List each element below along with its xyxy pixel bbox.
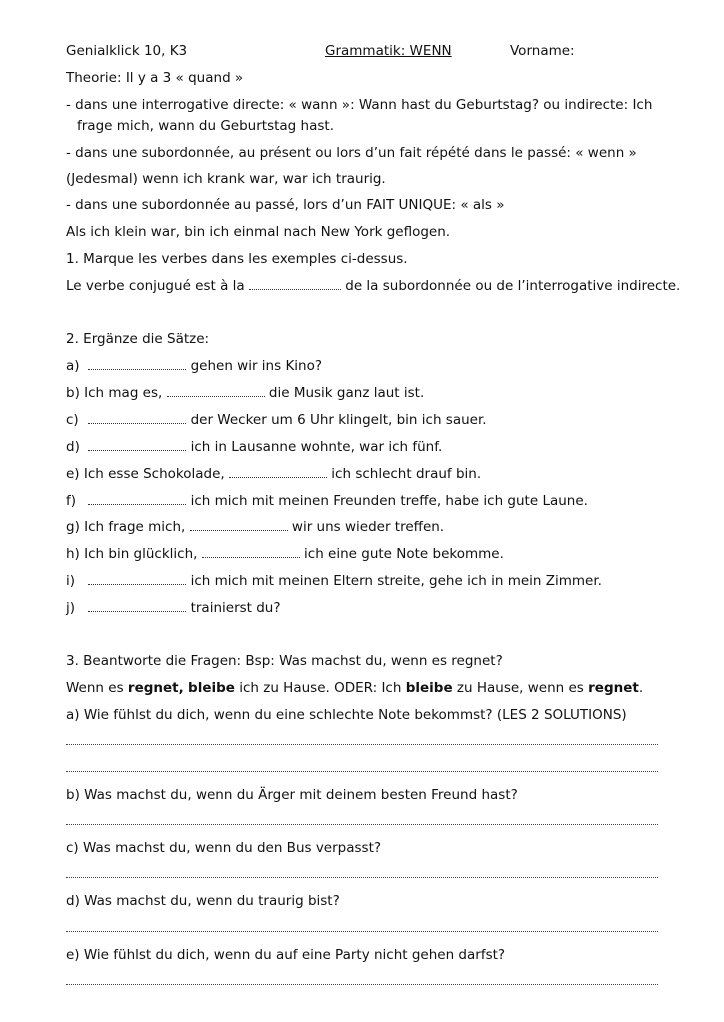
- answer-line[interactable]: [66, 931, 658, 932]
- fill-blank[interactable]: [88, 411, 186, 424]
- item-text: Ich bin glücklich,: [84, 546, 198, 562]
- item-label: e): [66, 466, 80, 482]
- exercise-1-sentence: [66, 277, 680, 295]
- theory-text-2: - dans une subordonnée, au présent ou lors d’un fait répété dans le passé: « wenn »: [66, 145, 637, 161]
- item-label: b): [66, 385, 80, 401]
- exercise-3-example: [66, 679, 643, 697]
- question-c: c) Was machst du, wenn du den Bus verpasst?: [66, 840, 382, 856]
- fill-blank[interactable]: [167, 384, 265, 397]
- item-label: g): [66, 519, 80, 535]
- theory-example-1: (Jedesmal) wenn ich krank war, war ich traurig.: [66, 171, 386, 187]
- item-label: h): [66, 546, 80, 562]
- exercise-1-blank[interactable]: [249, 277, 341, 290]
- item-label: a): [66, 358, 80, 374]
- header-course: Genialklick 10, K3: [66, 43, 188, 59]
- fill-blank[interactable]: [88, 357, 186, 370]
- item-text: der Wecker um 6 Uhr klingelt, bin ich sauer.: [190, 412, 487, 428]
- theory-text-1-cont: frage mich, wann du Geburtstag hast.: [77, 118, 334, 134]
- exercise-2-item: [66, 518, 444, 536]
- header-topic: Grammatik: WENN: [325, 43, 452, 59]
- exercise-1-text-after: de la subordonnée ou de l’interrogative indirecte.: [345, 278, 681, 294]
- fill-blank[interactable]: [229, 465, 327, 478]
- item-text: trainierst du?: [190, 600, 281, 616]
- theory-text-1: - dans une interrogative directe: « wann »: Wann hast du Geburtstag? ou indirecte: Ich: [66, 97, 653, 113]
- example-text: ich zu Hause. ODER: Ich: [234, 680, 406, 696]
- fill-blank[interactable]: [88, 572, 186, 585]
- item-text: gehen wir ins Kino?: [190, 358, 323, 374]
- item-label: c): [66, 412, 79, 428]
- example-bold: bleibe: [405, 680, 453, 696]
- exercise-2-item: [66, 384, 424, 402]
- item-text: Ich frage mich,: [84, 519, 186, 535]
- exercise-1-text-before: Le verbe conjugué est à la: [66, 278, 245, 294]
- theory-example-2: Als ich klein war, bin ich einmal nach New York geflogen.: [66, 224, 451, 240]
- item-text: Ich mag es,: [84, 385, 163, 401]
- exercise-2-item: [66, 599, 281, 617]
- item-label: j): [66, 600, 76, 616]
- item-label: d): [66, 439, 80, 455]
- item-text: ich eine gute Note bekomme.: [304, 546, 504, 562]
- question-b: b) Was machst du, wenn du Ärger mit deinem besten Freund hast?: [66, 787, 518, 803]
- example-bold: bleibe: [188, 680, 235, 696]
- question-e: e) Wie fühlst du dich, wenn du auf eine Party nicht gehen darfst?: [66, 947, 506, 963]
- fill-blank[interactable]: [88, 438, 186, 451]
- fill-blank[interactable]: [88, 492, 186, 505]
- example-bold: regnet: [588, 680, 639, 696]
- item-text: wir uns wieder treffen.: [291, 519, 445, 535]
- exercise-2-item: [66, 357, 322, 375]
- item-text: ich in Lausanne wohnte, war ich fünf.: [190, 439, 443, 455]
- exercise-2-item: [66, 465, 481, 483]
- exercise-2-item: [66, 438, 442, 456]
- example-text: .: [638, 680, 644, 696]
- item-label: f): [66, 493, 77, 509]
- question-a: a) Wie fühlst du dich, wenn du eine schlechte Note bekommst? (LES 2 SOLUTIONS): [66, 707, 627, 723]
- item-text: die Musik ganz laut ist.: [268, 385, 425, 401]
- example-bold: regnet,: [127, 680, 184, 696]
- exercise-1-title: 1. Marque les verbes dans les exemples ci-dessus.: [66, 251, 408, 267]
- item-text: ich schlecht drauf bin.: [331, 466, 482, 482]
- exercise-2-item: [66, 572, 602, 590]
- answer-line[interactable]: [66, 771, 658, 772]
- header-firstname-label: Vorname:: [510, 43, 575, 59]
- item-text: ich mich mit meinen Freunden treffe, habe ich gute Laune.: [190, 493, 588, 509]
- question-d: d) Was machst du, wenn du traurig bist?: [66, 893, 340, 909]
- answer-line[interactable]: [66, 877, 658, 878]
- item-text: ich mich mit meinen Eltern streite, gehe ich in mein Zimmer.: [190, 573, 602, 589]
- exercise-2-item: [66, 411, 487, 429]
- theory-title: Theorie: Il y a 3 « quand »: [66, 70, 244, 86]
- item-label: i): [66, 573, 76, 589]
- exercise-2-item: [66, 492, 588, 510]
- exercise-2-item: [66, 545, 504, 563]
- fill-blank[interactable]: [88, 599, 186, 612]
- theory-text-3: - dans une subordonnée au passé, lors d’un FAIT UNIQUE: « als »: [66, 197, 505, 213]
- example-text: zu Hause, wenn es: [452, 680, 589, 696]
- item-text: Ich esse Schokolade,: [83, 466, 225, 482]
- answer-line[interactable]: [66, 984, 658, 985]
- exercise-3-title: 3. Beantworte die Fragen: Bsp: Was machst du, wenn es regnet?: [66, 653, 503, 669]
- fill-blank[interactable]: [190, 518, 288, 531]
- answer-line[interactable]: [66, 744, 658, 745]
- answer-line[interactable]: [66, 824, 658, 825]
- exercise-2-title: 2. Ergänze die Sätze:: [66, 331, 210, 347]
- example-text: Wenn es: [66, 680, 128, 696]
- fill-blank[interactable]: [202, 545, 300, 558]
